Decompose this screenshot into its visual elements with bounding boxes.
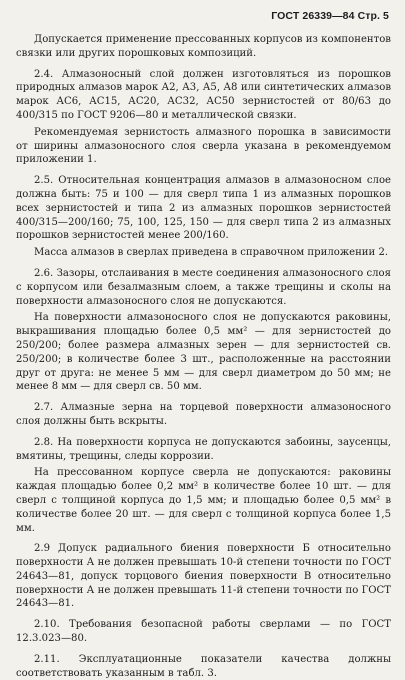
page-header: ГОСТ 26339—84 Стр. 5 xyxy=(271,10,389,22)
paragraph-2-9: 2.9 Допуск радиального биения поверхности Б относительно поверхности А не должен превышать 10-й степени точности по ГОСТ 24643—81, допуск торцового биения поверхности В относительно поверхности А не должен превышать 11-й степени точности по ГОСТ 24643—81. xyxy=(16,543,391,610)
paragraph-2-7: 2.7. Алмазные зерна на торцевой поверхности алмазоносного слоя должны быть вскрыты. xyxy=(16,402,391,427)
paragraph-2-10: 2.10. Требования безопасной работы сверлами — по ГОСТ 12.3.023—80. xyxy=(16,619,391,645)
paragraph-pressed-bodies: Допускается применение прессованных корпусов из компонентов связки или других порошковых композиций. xyxy=(16,34,391,59)
paragraph-diamond-mass: Масса алмазов в сверлах приведена в справочном приложении 2. xyxy=(34,247,389,259)
paragraph-pressed-body-defects: На прессованном корпусе сверла не допускаются: раковины каждая площадью более 0,2 мм² в количестве более 10 шт. — для сверл с толщиной корпуса до 1,5 мм; и площадью более 0,5 мм² в количестве более 20 шт. — для сверл с толщиной корпуса более 1,5 мм. xyxy=(16,467,391,534)
paragraph-2-8: 2.8. На поверхности корпуса не допускаются забоины, заусенцы, вмятины, трещины, следы коррозии. xyxy=(16,436,391,462)
paragraph-2-11: 2.11. Эксплуатационные показатели качества должны соответствовать указанным в табл. 3. xyxy=(16,653,391,679)
paragraph-surface-defects: На поверхности алмазоносного слоя не допускаются раковины, выкрашивания площадью более 0,5 мм² — для зернистостей до 250/200; более размера алмазных зерен — для зернистостей св. 250/200; в количестве более 3 шт., расположенные на расстоянии друг от друга: не менее 5 мм — для сверл диаметром до 50 мм; не менее 8 мм — для сверл св. 50 мм. xyxy=(16,312,391,393)
paragraph-2-5: 2.5. Относительная концентрация алмазов в алмазоносном слое должна быть: 75 и 100 — для сверл типа 1 из алмазных порошков всех зернистостей и типа 2 из алмазных порошков зернистостей 400/315—200/160; 75, 100, 125, 150 — для сверл типа 2 из алмазных порошков зернистостей менее 200/160. xyxy=(16,175,391,242)
paragraph-2-4: 2.4. Алмазоносный слой должен изготовляться из порошков природных алмазов марок А2, А3, А5, А8 или синтетических алмазов марок АС6, АС15, АС20, АС32, АС50 зернистостей от 80/63 до 400/315 по ГОСТ 9206—80 и металлической связки. xyxy=(16,68,391,121)
document-body xyxy=(16,33,391,680)
paragraph-recommended-grit: Рекомендуемая зернистость алмазного порошка в зависимости от ширины алмазоносного слоя сверла указана в рекомендуемом приложении 1. xyxy=(16,126,391,166)
paragraph-2-6: 2.6. Зазоры, отслаивания в месте соединения алмазоносного слоя с корпусом или безалмазным слоем, а также трещины и сколы на поверхности алмазоносного слоя не допускаются. xyxy=(16,267,391,307)
